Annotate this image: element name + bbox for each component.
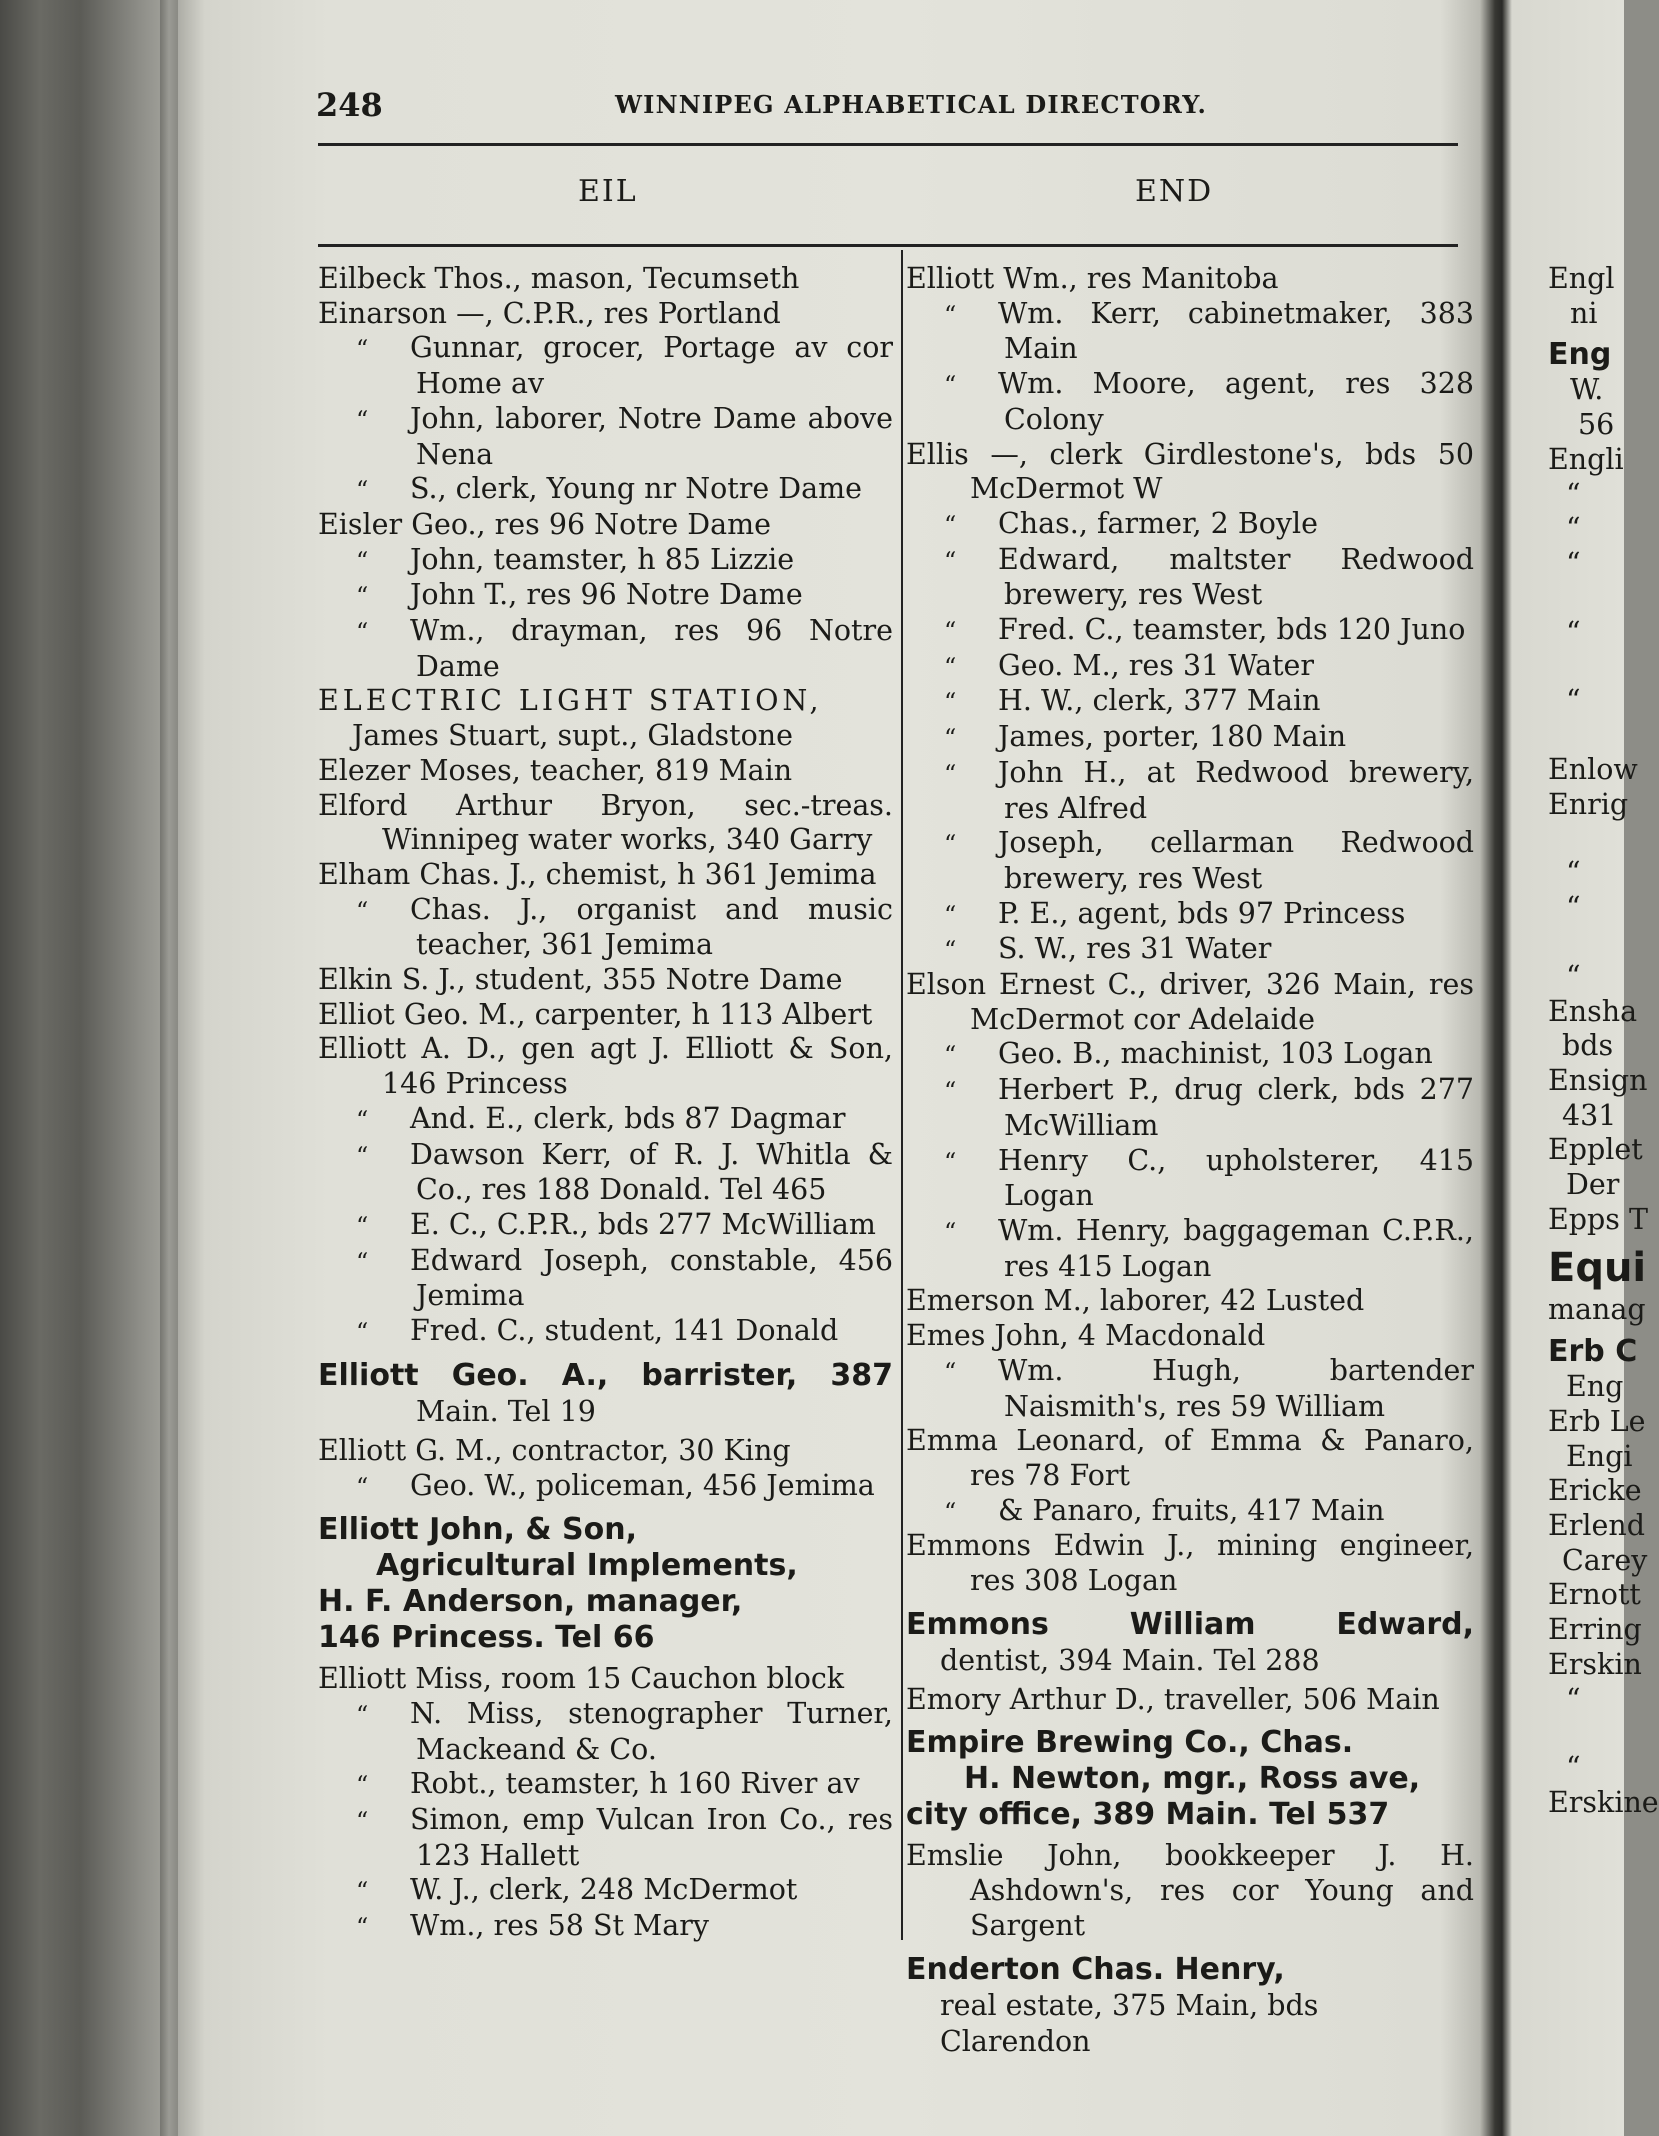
ad-line: 146 Princess. Tel 66 [318,1620,655,1656]
directory-entry-ditto: “ John H., at Redwood brewery, res Alfred [944,755,1474,825]
running-title: WINNIPEG ALPHABETICAL DIRECTORY. [615,90,1208,119]
ditto-mark: “ [944,652,957,681]
directory-entry-ditto: “ Henry C., upholsterer, 415 Logan [944,1143,1474,1213]
ditto-mark: “ [944,1147,957,1176]
directory-entry: James Stuart, supt., Gladstone [352,719,793,753]
next-page-fragment: Epplet [1548,1133,1643,1167]
next-page-fragment: W. [1570,373,1604,407]
directory-entry-ditto: “ Edward Joseph, constable, 456 Jemima [356,1243,893,1313]
directory-heading: ELECTRIC LIGHT STATION, [318,684,823,718]
ditto-mark: “ [944,300,957,329]
bold-entry-name: Enderton Chas. Henry, [906,1951,1285,1987]
ditto-mark: “ [1566,546,1581,580]
ditto-mark: “ [1566,512,1581,546]
next-page-fragment: Engli [1548,442,1624,476]
ditto-mark: “ [356,1247,369,1276]
next-page-fragment: Enrig [1548,787,1629,821]
directory-entry: Einarson —, C.P.R., res Portland [318,296,781,330]
ditto-mark: “ [1566,684,1581,718]
directory-entry-ditto: “ And. E., clerk, bds 87 Dagmar [318,1102,893,1138]
ad-line: Elliott John, & Son, [318,1512,637,1548]
ditto-mark: “ [1566,1751,1581,1785]
directory-entry: Elliott A. D., gen agt J. Elliott & Son, 146 Princess [318,1032,893,1101]
ditto-mark: “ [356,476,369,505]
next-page-fragment: Erb C [1548,1334,1638,1370]
directory-entry: Emslie John, bookkeeper J. H. Ashdown's, res cor Young and Sargent [906,1839,1474,1942]
directory-entry: Elezer Moses, teacher, 819 Main [318,753,793,787]
directory-entry-ditto: “ Wm., drayman, res 96 Notre Dame [356,614,893,683]
directory-entry-ditto: “ Edward, maltster Redwood brewery, res West [944,542,1474,612]
advertisement-entry [906,1725,1474,1833]
ditto-mark: “ [944,1217,957,1246]
ditto-mark: “ [944,1077,957,1106]
next-page-fragment: Ericke [1548,1474,1642,1508]
ditto-mark: “ [944,371,957,400]
directory-entry-ditto: “ Gunnar, grocer, Portage av cor Home av [356,331,893,401]
next-page-fragment: manag [1548,1293,1646,1327]
directory-entry-ditto: “ P. E., agent, bds 97 Princess [906,897,1474,933]
directory-entry: Eilbeck Thos., mason, Tecumseth [318,262,800,295]
ditto-mark: “ [944,1497,957,1526]
ditto-mark: “ [1566,856,1581,890]
ditto-mark: “ [356,1913,369,1942]
next-page-fragment: Erskin [1548,1647,1642,1681]
directory-entry-ditto: “ Herbert P., drug clerk, bds 277 McWilliam [944,1073,1474,1142]
next-page-fragment: Ensha [1548,994,1638,1028]
ditto-mark: “ [356,1700,369,1729]
directory-entry-ditto: “ H. W., clerk, 377 Main [906,684,1474,720]
bold-entry-detail: Main. Tel 19 [416,1394,596,1428]
next-page-fragment: Eng [1566,1370,1624,1404]
directory-entry-ditto: “ John T., res 96 Notre Dame [318,578,893,614]
book-binding [160,0,178,2136]
ditto-mark: “ [356,1771,369,1800]
directory-entry-ditto: “ S. W., res 31 Water [906,932,1474,968]
directory-entry: Elkin S. J., student, 355 Notre Dame [318,963,843,997]
next-page-fragment: 56 [1578,408,1615,442]
next-page-fragment: Engi [1566,1439,1633,1473]
directory-entry: Elliott Wm., res Manitoba [906,262,1279,295]
ad-line: H. F. Anderson, manager, [318,1584,743,1620]
directory-entry-ditto: “ Wm., res 58 St Mary [318,1909,893,1945]
guide-word-left: EIL [578,174,638,209]
directory-entry-ditto: “ Robt., teamster, h 160 River av [318,1767,893,1803]
directory-column-right [906,262,1474,2064]
ditto-mark: “ [1566,477,1581,511]
directory-entry-ditto: “ Wm. Moore, agent, res 328 Colony [944,367,1474,436]
next-page-fragment: Ensign [1548,1063,1648,1097]
bold-entry-detail: dentist, 394 Main. Tel 288 [940,1643,1320,1677]
bold-entry-detail: real estate, 375 Main, bds Clarendon [940,1988,1319,2058]
directory-entry-ditto: “ W. J., clerk, 248 McDermot [318,1873,893,1909]
ditto-mark: “ [944,1357,957,1386]
column-divider [901,250,903,1940]
directory-column-left [318,262,893,1945]
ditto-mark: “ [356,1105,369,1134]
directory-entry: Eisler Geo., res 96 Notre Dame [318,507,772,541]
directory-entry-ditto: “ Dawson Kerr, of R. J. Whitla & Co., res 188 Donald. Tel 465 [356,1137,893,1207]
ditto-mark: “ [356,1472,369,1501]
ditto-mark: “ [356,896,369,925]
ditto-mark: “ [356,1211,369,1240]
directory-entry-ditto: “ John, laborer, Notre Dame above Nena [356,401,893,471]
ditto-mark: “ [944,759,957,788]
directory-entry-ditto: “ John, teamster, h 85 Lizzie [318,543,893,579]
ditto-mark: “ [944,1041,957,1070]
ad-line: Agricultural Implements, [376,1548,798,1584]
ditto-mark: “ [356,618,369,647]
directory-entry: Ellis —, clerk Girdlestone's, bds 50 McDermot W [906,437,1474,506]
directory-entry-ditto: “ Wm. Henry, baggageman C.P.R., res 415 Logan [944,1213,1474,1283]
directory-entry-ditto: “ Chas. J., organist and music teacher, 361 Jemima [356,892,893,962]
ditto-mark: “ [944,617,957,646]
directory-entry: Elham Chas. J., chemist, h 361 Jemima [318,857,877,891]
next-page-fragment: 431 [1562,1098,1617,1132]
directory-entry: Emerson M., laborer, 42 Lusted [906,1284,1365,1318]
directory-entry-ditto: “ Geo. W., policeman, 456 Jemima [318,1469,893,1505]
directory-entry-ditto: “ Fred. C., teamster, bds 120 Juno [906,613,1474,649]
directory-entry-ditto: “ Chas., farmer, 2 Boyle [906,507,1474,543]
ditto-mark: “ [1566,615,1581,649]
bold-entry-name: Emmons William Edward, [906,1606,1474,1642]
next-page-fragment: Epps T [1548,1202,1648,1236]
ditto-mark: “ [356,1807,369,1836]
directory-entry: Emory Arthur D., traveller, 506 Main [906,1682,1440,1716]
next-page-fragment: ni [1570,296,1598,330]
directory-entry: Emes John, 4 Macdonald [906,1319,1266,1353]
next-page-fragment: Carey [1562,1543,1648,1577]
ditto-mark: “ [944,900,957,929]
next-page-fragment: Engl [1548,262,1615,295]
directory-entry: Emma Leonard, of Emma & Panaro, res 78 Fort [906,1424,1474,1492]
directory-entry-ditto: “ Geo. B., machinist, 103 Logan [906,1037,1474,1073]
bold-directory-entry [906,1952,1474,2060]
ditto-mark: “ [944,546,957,575]
ditto-mark: “ [944,830,957,859]
directory-entry: Elford Arthur Bryon, sec.-treas. Winnipeg water works, 340 Garry [318,788,893,857]
directory-entry: Elliott Miss, room 15 Cauchon block [318,1662,845,1696]
advertisement-entry [318,1512,893,1656]
next-page-fragment: Enlow [1548,753,1638,787]
next-page-fragment: Erring [1548,1613,1642,1647]
directory-entry-ditto: “ Wm. Kerr, cabinetmaker, 383 Main [944,296,1474,366]
next-page-edge [1548,262,1659,1821]
directory-entry-ditto: “ Geo. M., res 31 Water [906,649,1474,685]
directory-entry-ditto: “ Fred. C., student, 141 Donald [318,1314,893,1350]
directory-entry-ditto: “ Wm. Hugh, bartender Naismith's, res 59 William [944,1353,1474,1423]
header-rule-bottom [318,244,1458,247]
next-page-fragment: Equi [1548,1245,1647,1292]
directory-entry-ditto: “ E. C., C.P.R., bds 277 McWilliam [318,1208,893,1244]
directory-entry-ditto: “ Simon, emp Vulcan Iron Co., res 123 Hallett [356,1803,893,1872]
next-page-fragment: Der [1566,1168,1620,1202]
bold-entry-name: Elliott Geo. A., barrister, 387 [318,1357,893,1393]
directory-entry: Emmons Edwin J., mining engineer, res 308 Logan [906,1529,1474,1598]
ad-line: city office, 389 Main. Tel 537 [906,1797,1390,1833]
ditto-mark: “ [944,510,957,539]
directory-entry-ditto: “ Joseph, cellarman Redwood brewery, res West [944,826,1474,895]
next-page-fragment: Eng [1548,337,1612,373]
next-page-fragment: Erb Le [1548,1404,1646,1438]
directory-entry: Elliott G. M., contractor, 30 King [318,1433,791,1467]
directory-entry-ditto: “ S., clerk, Young nr Notre Dame [318,472,893,508]
ditto-mark: “ [356,1141,369,1170]
directory-entry: Elson Ernest C., driver, 326 Main, res McDermot cor Adelaide [906,968,1474,1036]
page-number: 248 [316,86,383,124]
ditto-mark: “ [1566,959,1581,993]
directory-entry-ditto: “ James, porter, 180 Main [906,720,1474,756]
bold-directory-entry [906,1607,1474,1679]
ditto-mark: “ [356,1877,369,1906]
directory-entry: Elliot Geo. M., carpenter, h 113 Albert [318,997,873,1031]
next-page-fragment: Erlend [1548,1508,1646,1542]
directory-entry-ditto: “ & Panaro, fruits, 417 Main [906,1494,1474,1530]
next-page-fragment: Erskine [1548,1785,1659,1819]
guide-word-right: END [1135,174,1214,209]
ditto-mark: “ [944,936,957,965]
ditto-mark: “ [944,688,957,717]
bold-directory-entry [318,1358,893,1430]
ditto-mark: “ [356,335,369,364]
ditto-mark: “ [356,582,369,611]
header-rule-top [318,143,1458,146]
next-page-fragment: bds [1562,1029,1614,1063]
ditto-mark: “ [356,405,369,434]
ditto-mark: “ [1566,1682,1581,1716]
ditto-mark: “ [356,1318,369,1347]
ad-line: H. Newton, mgr., Ross ave, [964,1761,1421,1797]
directory-entry-ditto: “ N. Miss, stenographer Turner, Mackeand & Co. [356,1696,893,1766]
next-page-fragment: Ernott [1548,1578,1641,1612]
ad-line: Empire Brewing Co., Chas. [906,1725,1354,1761]
ditto-mark: “ [1566,891,1581,925]
ditto-mark: “ [356,546,369,575]
ditto-mark: “ [944,724,957,753]
